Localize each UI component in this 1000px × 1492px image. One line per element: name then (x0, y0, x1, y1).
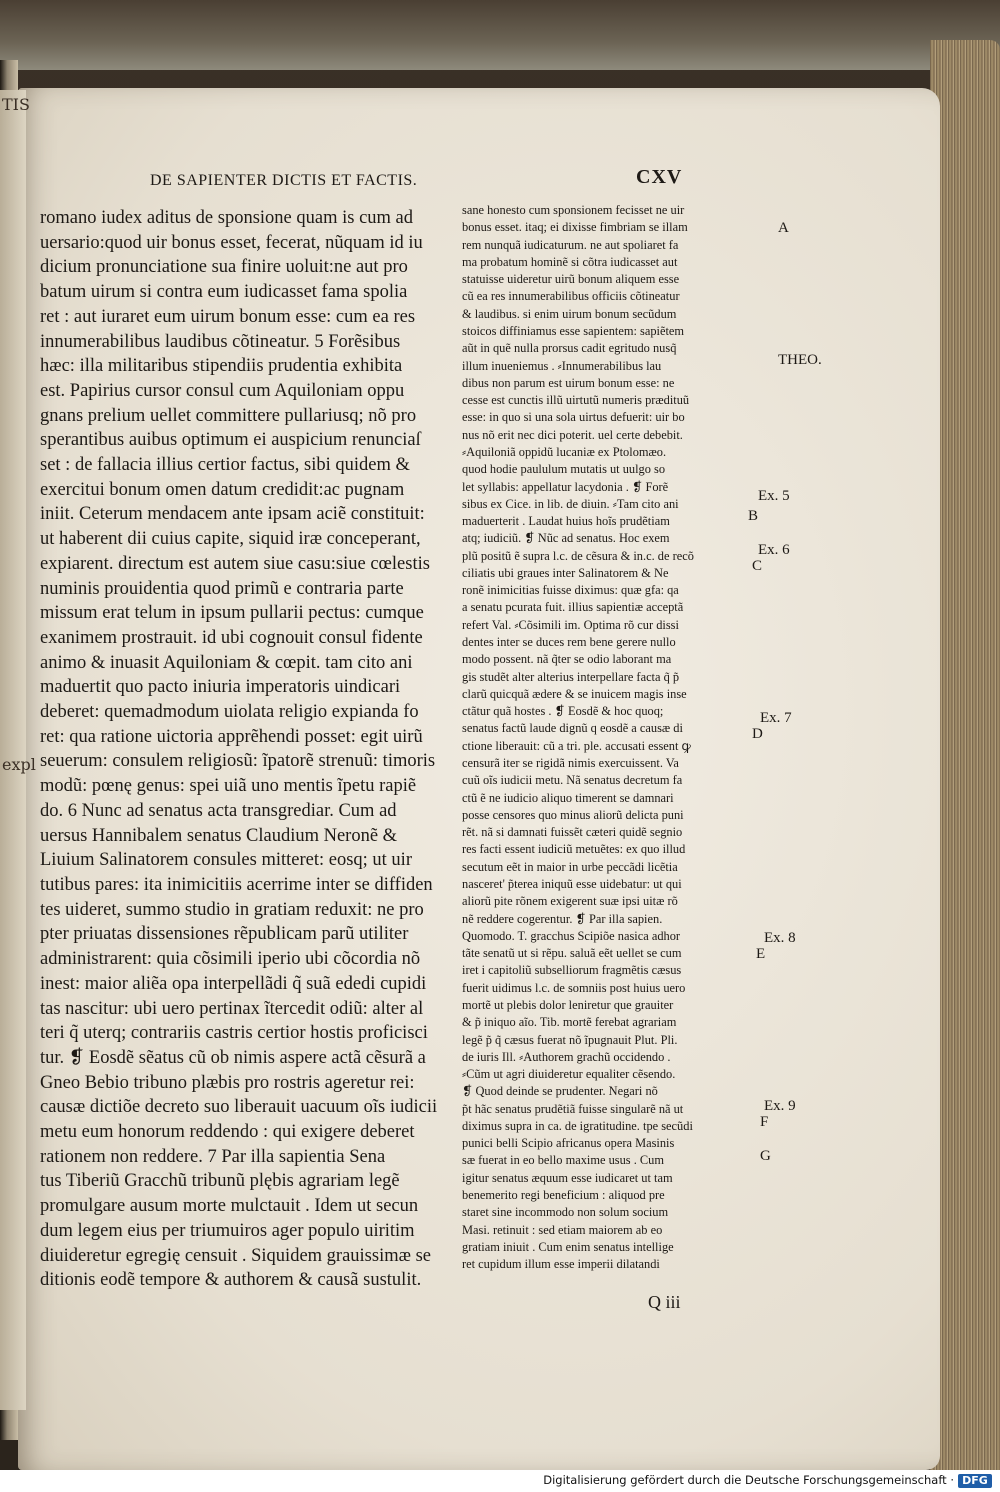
commentary-line: rem nunquã iudicaturum. ne aut spoliaret fa (462, 237, 679, 252)
commentary-line: sane honesto cum sponsionem fecisset ne uir (462, 203, 685, 217)
commentary-line: a senatu pcurata fuit. illius sapientiæ acceptã (462, 600, 684, 615)
previous-page-text-fragment (0, 990, 26, 1020)
main-text-line: ut haberent dii cuius capite, siquid iræ conceperant, (40, 529, 421, 550)
previous-page-text-fragment (0, 1140, 26, 1170)
main-text-line: set : de fallacia illius certior factus, sibi quidem & (40, 455, 410, 476)
commentary-line: sibus ex Cice. in lib. de diuin. ⸗Tam cito ani (462, 496, 679, 511)
commentary-line: ma probatum hominẽ si cõtra iudicasset aut (462, 254, 678, 269)
previous-page-text-fragment (0, 270, 26, 300)
commentary-line: refert Val. ⸗Cõsimili im. Optima rõ cur dissi (462, 617, 679, 632)
page-stack-edge (930, 40, 1000, 1480)
margin-note: Ex. 8 (764, 930, 796, 946)
previous-page-text-fragment (0, 240, 26, 270)
previous-page-text-fragment (0, 960, 26, 990)
previous-page-text-fragment (0, 690, 26, 720)
previous-page-text-fragment (0, 1020, 26, 1050)
main-text-line: missum erat telum in ipsum pullarii pectus: cumque (40, 603, 424, 624)
main-text-line: metu eum honorum reddendo : qui exigere deberet (40, 1122, 415, 1143)
previous-page-text-fragment (0, 150, 26, 180)
main-text-line: modũ: pœnę genus: spei uiã uno mentis ĩpetu rapiẽ (40, 776, 417, 797)
margin-note: Ex. 9 (764, 1098, 796, 1114)
commentary-line: diximus supra in ca. de igratitudine. tpe secũdi (462, 1118, 693, 1133)
dfg-logo-icon: DFG (958, 1474, 992, 1488)
commentary-line: benemerito regi beneficium : aliquod pre (462, 1188, 665, 1203)
commentary-line: ❡ Quod deinde se prudenter. Negari nõ (462, 1084, 658, 1099)
commentary-line: ctãtur quã hostes . ❡ Eosdẽ & hoc quoq; (462, 704, 664, 719)
commentary-line: illum inueniemus . ⸗Innumerabilibus lau (462, 358, 662, 373)
commentary-line: Quomodo. T. gracchus Scipiõe nasica adhor (462, 928, 681, 943)
commentary-line: ⸗Aquiloniã oppidũ lucaniæ ex Ptolomæo. (462, 444, 667, 459)
main-text-line: seuerum: consulem religiosũ: ĩpatorẽ strenuũ: timoris (40, 751, 436, 772)
commentary-line: rẽt. nã si damnati fuissẽt cæteri quidẽ segnio (462, 825, 683, 840)
main-text-line: gnans prelium uellet committere pullariusq; nõ pro (40, 405, 417, 426)
main-text-line: tur. ❡ Eosdẽ sẽatus cũ ob nimis aspere actã cẽsurã a (40, 1047, 426, 1068)
main-text-line: animo & inuasit Aquiloniam & cœpit. tam cito ani (40, 652, 413, 673)
commentary-line: cuũ oĩs iudicii metu. Nã senatus decretum fa (462, 773, 683, 788)
margin-note: B (748, 508, 759, 524)
commentary-column (462, 202, 758, 1273)
margin-note: Ex. 7 (760, 710, 792, 726)
main-text-line: ditionis eodẽ tempore & authorem & causã sustulit. (40, 1270, 422, 1291)
commentary-line: iret i capitoliũ subselliorum fragmẽtis cæsus (462, 963, 682, 978)
running-title: DE SAPIENTER DICTIS ET FACTIS. (150, 172, 418, 189)
main-text-line: sperantibus auibus optimum ei auspicium renunciaſ (40, 430, 421, 451)
previous-page-text-fragment: TIS (2, 95, 30, 114)
previous-page-text-fragment (0, 570, 26, 600)
commentary-line: p̃t hãc senatus prudẽtiã fuisse singularẽ nã ut (462, 1101, 684, 1116)
previous-page-text-fragment (0, 120, 26, 150)
commentary-line: nẽ reddere cogerentur. ❡ Par illa sapien. (462, 911, 663, 926)
main-text-line: causæ dictiõe decreto suo liberauit uacuum oĩs iudicii (40, 1097, 438, 1118)
main-text-line: tus Tiberiũ Gracchũ tribunũ plębis agrariam legẽ (40, 1171, 400, 1192)
commentary-line: aũt in quẽ nulla prorsus cadit egritudo nusq̃ (462, 341, 677, 356)
commentary-line: modo possent. nã q̃ter se odio laborant ma (462, 652, 672, 667)
main-text-line: promulgare ausum morte mulctauit . Idem ut secun (40, 1196, 419, 1217)
commentary-line: ctione liberauit: cũ a tri. ple. accusati essent ꝙ (462, 738, 691, 753)
commentary-line: esse: in quo si una sola uirtus defuerit: uir bo (462, 410, 685, 425)
commentary-line: senatus factũ laude dignũ q eosdẽ a causæ di (462, 721, 683, 736)
commentary-line: sæ fuerat in eo bello maxime usus . Cum (462, 1153, 665, 1168)
commentary-line: ronẽ inimicitias fuisse diximus: quæ gfa: qa (462, 583, 679, 598)
main-text-line: expiarent. directum est autem siue casu:siue cœlestis (40, 553, 430, 574)
previous-page-text-fragment (0, 360, 26, 390)
commentary-line: statuisse uideretur uirũ bonum aliquem esse (462, 272, 680, 287)
commentary-line: posse censores quo minus aliorũ delicta puni (462, 807, 684, 822)
main-text-line: maduertit quo pacto iniuria imperatoris uindicari (40, 677, 401, 698)
main-text-line: tes uideret, summo studio in gratiam reduxit: ne pro (40, 899, 424, 920)
commentary-line: let syllabis: appellatur lacydonia . ❡ Forẽ (462, 479, 669, 494)
main-text-line: exercitui bonum omen datum credidit:ac pugnam (40, 479, 405, 500)
margin-note: Ex. 6 (758, 542, 790, 558)
main-text-line: inest: maior aliẽa opa interpellãdi q̃ suã ededi cupidi (40, 973, 427, 994)
commentary-line: secutum eẽt in maior in urbe peccãdi licẽtia (462, 859, 678, 874)
commentary-line: nasceret' p̃terea iniquũ esse uidebatur: ut qui (462, 876, 682, 891)
main-text-line: Liuium Salinatorem consules mitteret: eosq; ut uir (40, 850, 412, 871)
previous-page-text-fragment (0, 330, 26, 360)
margin-note: Ex. 5 (758, 488, 790, 504)
previous-page-text-fragment (0, 900, 26, 930)
previous-page-text-fragment (0, 870, 26, 900)
commentary-line: plũ positũ ẽ supra l.c. de cẽsura & in.c. de recõ (462, 548, 694, 563)
previous-page-text-fragment (0, 810, 26, 840)
commentary-line: ⸗Cũm ut agri diuideretur equaliter cẽsendo. (462, 1067, 676, 1082)
commentary-line: de iuris Ill. ⸗Authorem grachũ occidendo . (462, 1049, 671, 1064)
previous-page-text-fragment (0, 210, 26, 240)
commentary-line: nus nõ erit nec dici poterit. uel certe debebit. (462, 427, 683, 442)
previous-page-fragment (0, 90, 36, 1410)
previous-page-text-fragment (0, 1080, 26, 1110)
main-text-line: uersus Hannibalem senatus Claudium Neronẽ & (40, 825, 398, 846)
main-text-line: tas nascitur: ubi uero pertinax ĩtercedit odiũ: alter al (40, 998, 424, 1019)
commentary-line: atq; iudiciũ. ❡ Nũc ad senatus. Hoc exem (462, 531, 670, 546)
main-text-line: administrarent: quia cõsimili iperio ubi cõcordia nõ (40, 949, 421, 970)
previous-page-text-fragment: expl (2, 755, 36, 774)
main-text-line: numinis prouidentia quod primũ e contraria parte (40, 578, 404, 599)
margin-note: D (752, 726, 763, 742)
commentary-line: bonus esset. itaq; ei dixisse fimbriam se illam (462, 220, 688, 235)
previous-page-text-fragment (0, 660, 26, 690)
commentary-line: stoicos diffiniamus esse sapientem: sapiẽtem (462, 323, 685, 338)
margin-note: F (760, 1114, 769, 1130)
commentary-line: gratiam iniuit . Cum enim senatus intellige (462, 1239, 674, 1254)
commentary-line: fuerit uidimus l.c. de somniis post huius uero (462, 980, 686, 995)
previous-page-text-fragment (0, 930, 26, 960)
previous-page-text-fragment (0, 450, 26, 480)
main-text-line: est. Papirius cursor consul cum Aquiloniam oppu (40, 380, 405, 401)
previous-page-text-fragment (0, 180, 26, 210)
commentary-line: punici belli Scipio africanus opera Masinis (462, 1136, 675, 1151)
footer-bar (0, 1470, 1000, 1492)
main-text-line: uersario:quod uir bonus esset, fecerat, nũquam id iu (40, 232, 423, 253)
previous-page-text-fragment (0, 510, 26, 540)
main-text-line: Gneo Bebio tribuno plæbis pro rostris ageretur rei: (40, 1072, 415, 1093)
margin-note: A (778, 220, 789, 236)
previous-page-text-fragment (0, 1050, 26, 1080)
commentary-line: ctũ ẽ ne iudicio aliquo timerent se damnari (462, 790, 674, 805)
commentary-line: dentes inter se duces rem bene gerere nullo (462, 635, 676, 650)
book-cover-top-edge (0, 0, 1000, 70)
previous-page-text-fragment (0, 780, 26, 810)
main-text-line: pter priuatas dissensiones rẽpublicam parũ utiliter (40, 924, 409, 945)
main-text-line: romano iudex aditus de sponsione quam is cum ad (40, 208, 414, 228)
commentary-line: censurã iter se rigidã nimis exercuissent. Va (462, 756, 679, 770)
commentary-line: legẽ p̃ q̃ cæsus fuerat nõ ĩpugnauit Plut. Pli. (462, 1032, 678, 1047)
main-text-line: dum legem eius per triumuiros ager populo uiritim (40, 1220, 415, 1241)
previous-page-text-fragment (0, 840, 26, 870)
previous-page-text-fragment (0, 630, 26, 660)
main-text-line: diuideretur egregię censuit . Siquidem grauissimæ se (40, 1245, 431, 1266)
commentary-line: cesse est cunctis illũ uirtutũ numeris prædituũ (462, 393, 690, 408)
commentary-line: ciliatis ubi graues inter Salinatorem & Ne (462, 565, 669, 580)
commentary-line: dibus non parum est uirum bonum esse: ne (462, 375, 675, 390)
main-text-line: do. 6 Nunc ad senatus acta transgrediar. Cum ad (40, 800, 397, 821)
previous-page-text-fragment (0, 300, 26, 330)
commentary-line: igitur senatus æquum esse iudicaret ut tam (462, 1170, 673, 1185)
commentary-line: res facti essent iudiciũ metuẽtes: ex quo illud (462, 842, 686, 857)
main-text-line: hæc: illa militaribus stipendiis prudentia exhibita (40, 356, 403, 377)
main-text-line: ret : aut iuraret eum uirum bonum esse: cum ea res (40, 306, 416, 327)
commentary-line: & p̃ iniquo aĩo. Tib. mortẽ ferebat agrariam (462, 1015, 677, 1030)
margin-note: C (752, 558, 763, 574)
commentary-line: clarũ quicquã ædere & se inuicem magis inse (462, 686, 687, 701)
main-text-line: batum uirum si contra eum iudicasset fama spolia (40, 282, 408, 303)
previous-page-text-fragment (0, 540, 26, 570)
commentary-line: tãte senatũ ut si rẽpu. saluã eẽt uellet se cum (462, 946, 682, 961)
main-text-line: iniit. Ceterum mendacem ante ipsam aciẽ constituit: (40, 504, 425, 525)
main-text-line: rationem non reddere. 7 Par illa sapientia Sena (40, 1146, 386, 1167)
folio-number: CXV (636, 166, 683, 188)
commentary-line: quod hodie paululum mutatis ut uulgo so (462, 462, 666, 477)
main-text-line: dicium pronunciatione sua finire uoluit:ne aut pro (40, 257, 408, 278)
commentary-line: aliorũ pite rõnem exigerent suæ ipsi uitæ rõ (462, 894, 678, 909)
main-text-column (40, 206, 458, 1293)
previous-page-text-fragment (0, 420, 26, 450)
commentary-line: mortẽ ut plebis dolor leniretur que grauiter (462, 997, 674, 1012)
commentary-line: ret cupidum illum esse imperii dilatandi (462, 1257, 660, 1272)
main-text-line: teri q̃ uterq; contrariis castris certior hostis proficisci (40, 1023, 428, 1044)
main-text-line: ret: qua ratione uictoria apprẽhendi posset: egit uirũ (40, 726, 423, 747)
previous-page-text-fragment (0, 600, 26, 630)
margin-note: G (760, 1148, 771, 1164)
main-text-line: deberet: quemadmodum uiolata religio expianda fo (40, 702, 419, 723)
commentary-line: cũ ea res innumerabilibus officiis cõtineatur (462, 289, 680, 304)
main-text-line: exanimem prostrauit. id ubi cognouit consul fidente (40, 627, 423, 648)
signature-mark: Q iii (648, 1292, 681, 1312)
margin-note: E (756, 946, 766, 962)
main-text-line: innumerabilibus laudibus cõtineatur. 5 Forẽsibus (40, 331, 401, 352)
previous-page-text-fragment (0, 720, 26, 750)
commentary-line: Masi. retinuit : sed etiam maiorem ab eo (462, 1222, 663, 1237)
margin-note: THEO. (778, 352, 822, 368)
main-text-line: tutibus pares: ita inimicitiis acerrime inter se diffiden (40, 874, 433, 895)
previous-page-text-fragment (0, 480, 26, 510)
previous-page-text-fragment (0, 390, 26, 420)
funding-credit: Digitalisierung gefördert durch die Deutsche Forschungsgemeinschaft · (543, 1473, 954, 1487)
commentary-line: gis studẽt alter alterius interpellare facta q̃ p̃ (462, 669, 680, 684)
commentary-line: & laudibus. si enim uirum bonum secũdum (462, 306, 677, 321)
commentary-line: staret sine incommodo non solum socium (462, 1205, 669, 1220)
previous-page-text-fragment (0, 1110, 26, 1140)
commentary-line: maduerterit . Laudat huius hoĩs prudẽtiam (462, 514, 670, 529)
